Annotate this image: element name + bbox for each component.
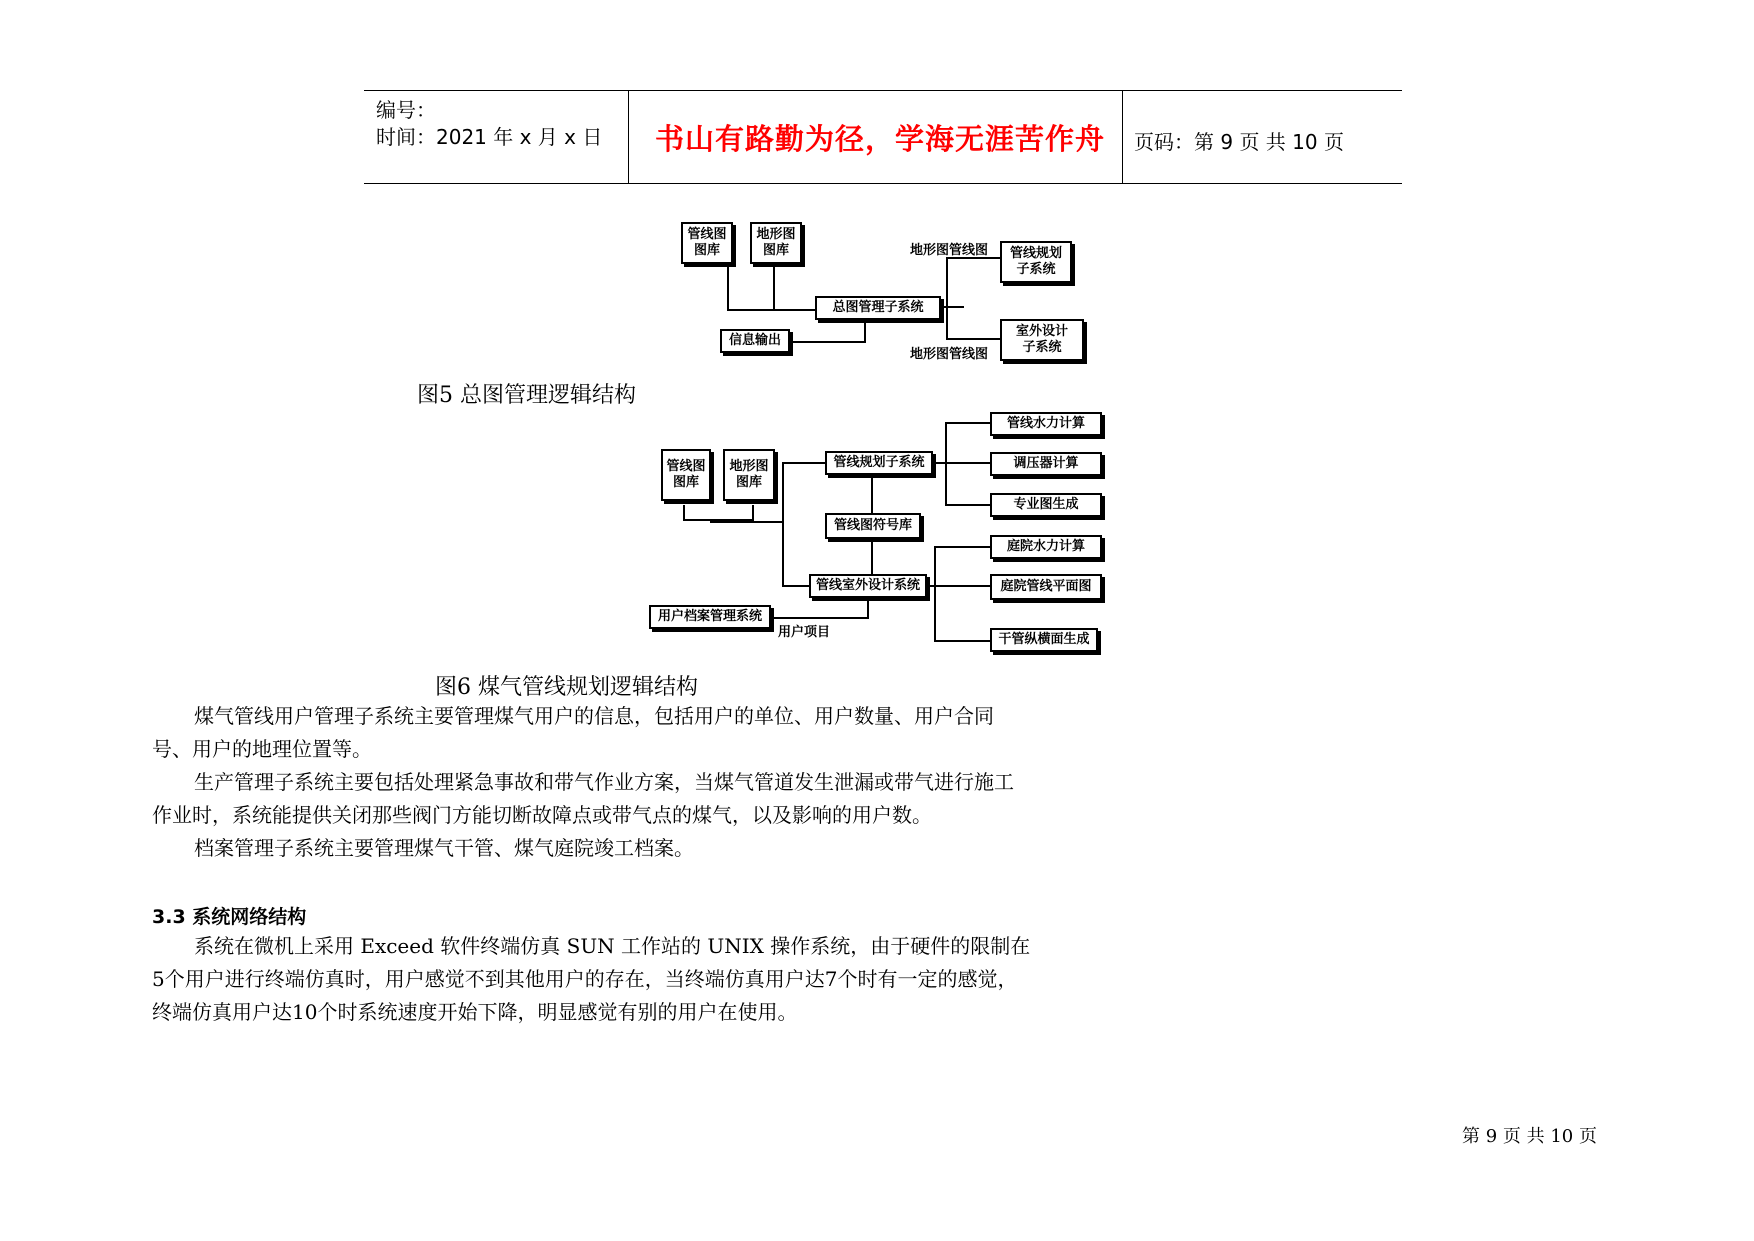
fig5-pipe-planning-box: 管线规划 子系统 bbox=[1000, 241, 1072, 283]
fig6-main-profile-box: 干管纵横面生成 bbox=[990, 628, 1098, 652]
header-divider-left bbox=[628, 90, 629, 184]
fig5-edge-label-bottom: 地形图管线图 bbox=[910, 347, 989, 362]
paragraph-user-management: 煤气管线用户管理子系统主要管理煤气用户的信息，包括用户的单位、用户数量、用户合同号、用户的地理位置等。 bbox=[152, 704, 994, 761]
page-footer: 第 9 页 共 10 页 bbox=[1462, 1126, 1597, 1147]
fig6-user-archive-box: 用户档案管理系统 bbox=[649, 605, 771, 629]
header-page-label: 页码：第 9 页 共 10 页 bbox=[1134, 130, 1344, 154]
header-date-label: 时间：2021 年 x 月 x 日 bbox=[376, 125, 603, 149]
section-heading-network: 3.3 系统网络结构 bbox=[152, 906, 307, 928]
paragraph-archive-management: 档案管理子系统主要管理煤气干管、煤气庭院竣工档案。 bbox=[194, 836, 694, 860]
fig6-yard-hydraulic-box: 庭院水力计算 bbox=[990, 535, 1102, 559]
fig6-outdoor-design-subsystem-box: 管线室外设计系统 bbox=[809, 574, 927, 598]
header-number-label: 编号： bbox=[376, 98, 436, 122]
fig5-outdoor-design-box: 室外设计 子系统 bbox=[1000, 319, 1084, 361]
fig6-pipe-map-library-box: 管线图 图库 bbox=[661, 449, 711, 501]
body-text-block-2 bbox=[152, 930, 1032, 1029]
header-top-rule bbox=[364, 90, 1402, 91]
header-motto: 书山有路勤为径，学海无涯苦作舟 bbox=[655, 122, 1106, 156]
fig6-pipe-planning-subsystem-box: 管线规划子系统 bbox=[825, 451, 933, 475]
fig5-edge-label-top: 地形图管线图 bbox=[910, 243, 989, 258]
fig5-pipe-map-library-box: 管线图 图库 bbox=[681, 222, 733, 264]
fig6-hydraulic-calc-box: 管线水力计算 bbox=[990, 412, 1102, 436]
fig6-yard-plan-box: 庭院管线平面图 bbox=[990, 574, 1102, 600]
figure5-caption: 图5 总图管理逻辑结构 bbox=[417, 383, 636, 408]
body-text-block-1 bbox=[152, 700, 1032, 865]
fig6-user-project-label: 用户项目 bbox=[778, 625, 831, 640]
paragraph-network-structure: 系统在微机上采用 Exceed 软件终端仿真 SUN 工作站的 UNIX 操作系统，由于硬件的限制在5个用户进行终端仿真时，用户感觉不到其他用户的存在，当终端仿真用户达7个时有一定的感觉，终端仿真用户达10个时系统速度开始下降，明显感觉有别的用户在使用。 bbox=[152, 934, 1031, 1024]
fig6-symbol-library-box: 管线图符号库 bbox=[825, 513, 921, 539]
header-divider-right bbox=[1122, 90, 1123, 184]
header-bottom-rule bbox=[364, 183, 1402, 184]
fig5-terrain-map-library-box: 地形图 图库 bbox=[750, 222, 802, 264]
figure6-caption: 图6 煤气管线规划逻辑结构 bbox=[435, 675, 698, 700]
fig6-special-map-box: 专业图生成 bbox=[990, 493, 1102, 517]
fig6-terrain-map-library-box: 地形图 图库 bbox=[723, 449, 775, 501]
fig6-regulator-calc-box: 调压器计算 bbox=[990, 452, 1102, 476]
fig5-info-output-box: 信息输出 bbox=[720, 329, 790, 353]
paragraph-production-management: 生产管理子系统主要包括处理紧急事故和带气作业方案，当煤气管道发生泄漏或带气进行施工作业时，系统能提供关闭那些阀门方能切断故障点或带气点的煤气，以及影响的用户数。 bbox=[152, 770, 1014, 827]
fig5-general-management-box: 总图管理子系统 bbox=[815, 296, 941, 320]
